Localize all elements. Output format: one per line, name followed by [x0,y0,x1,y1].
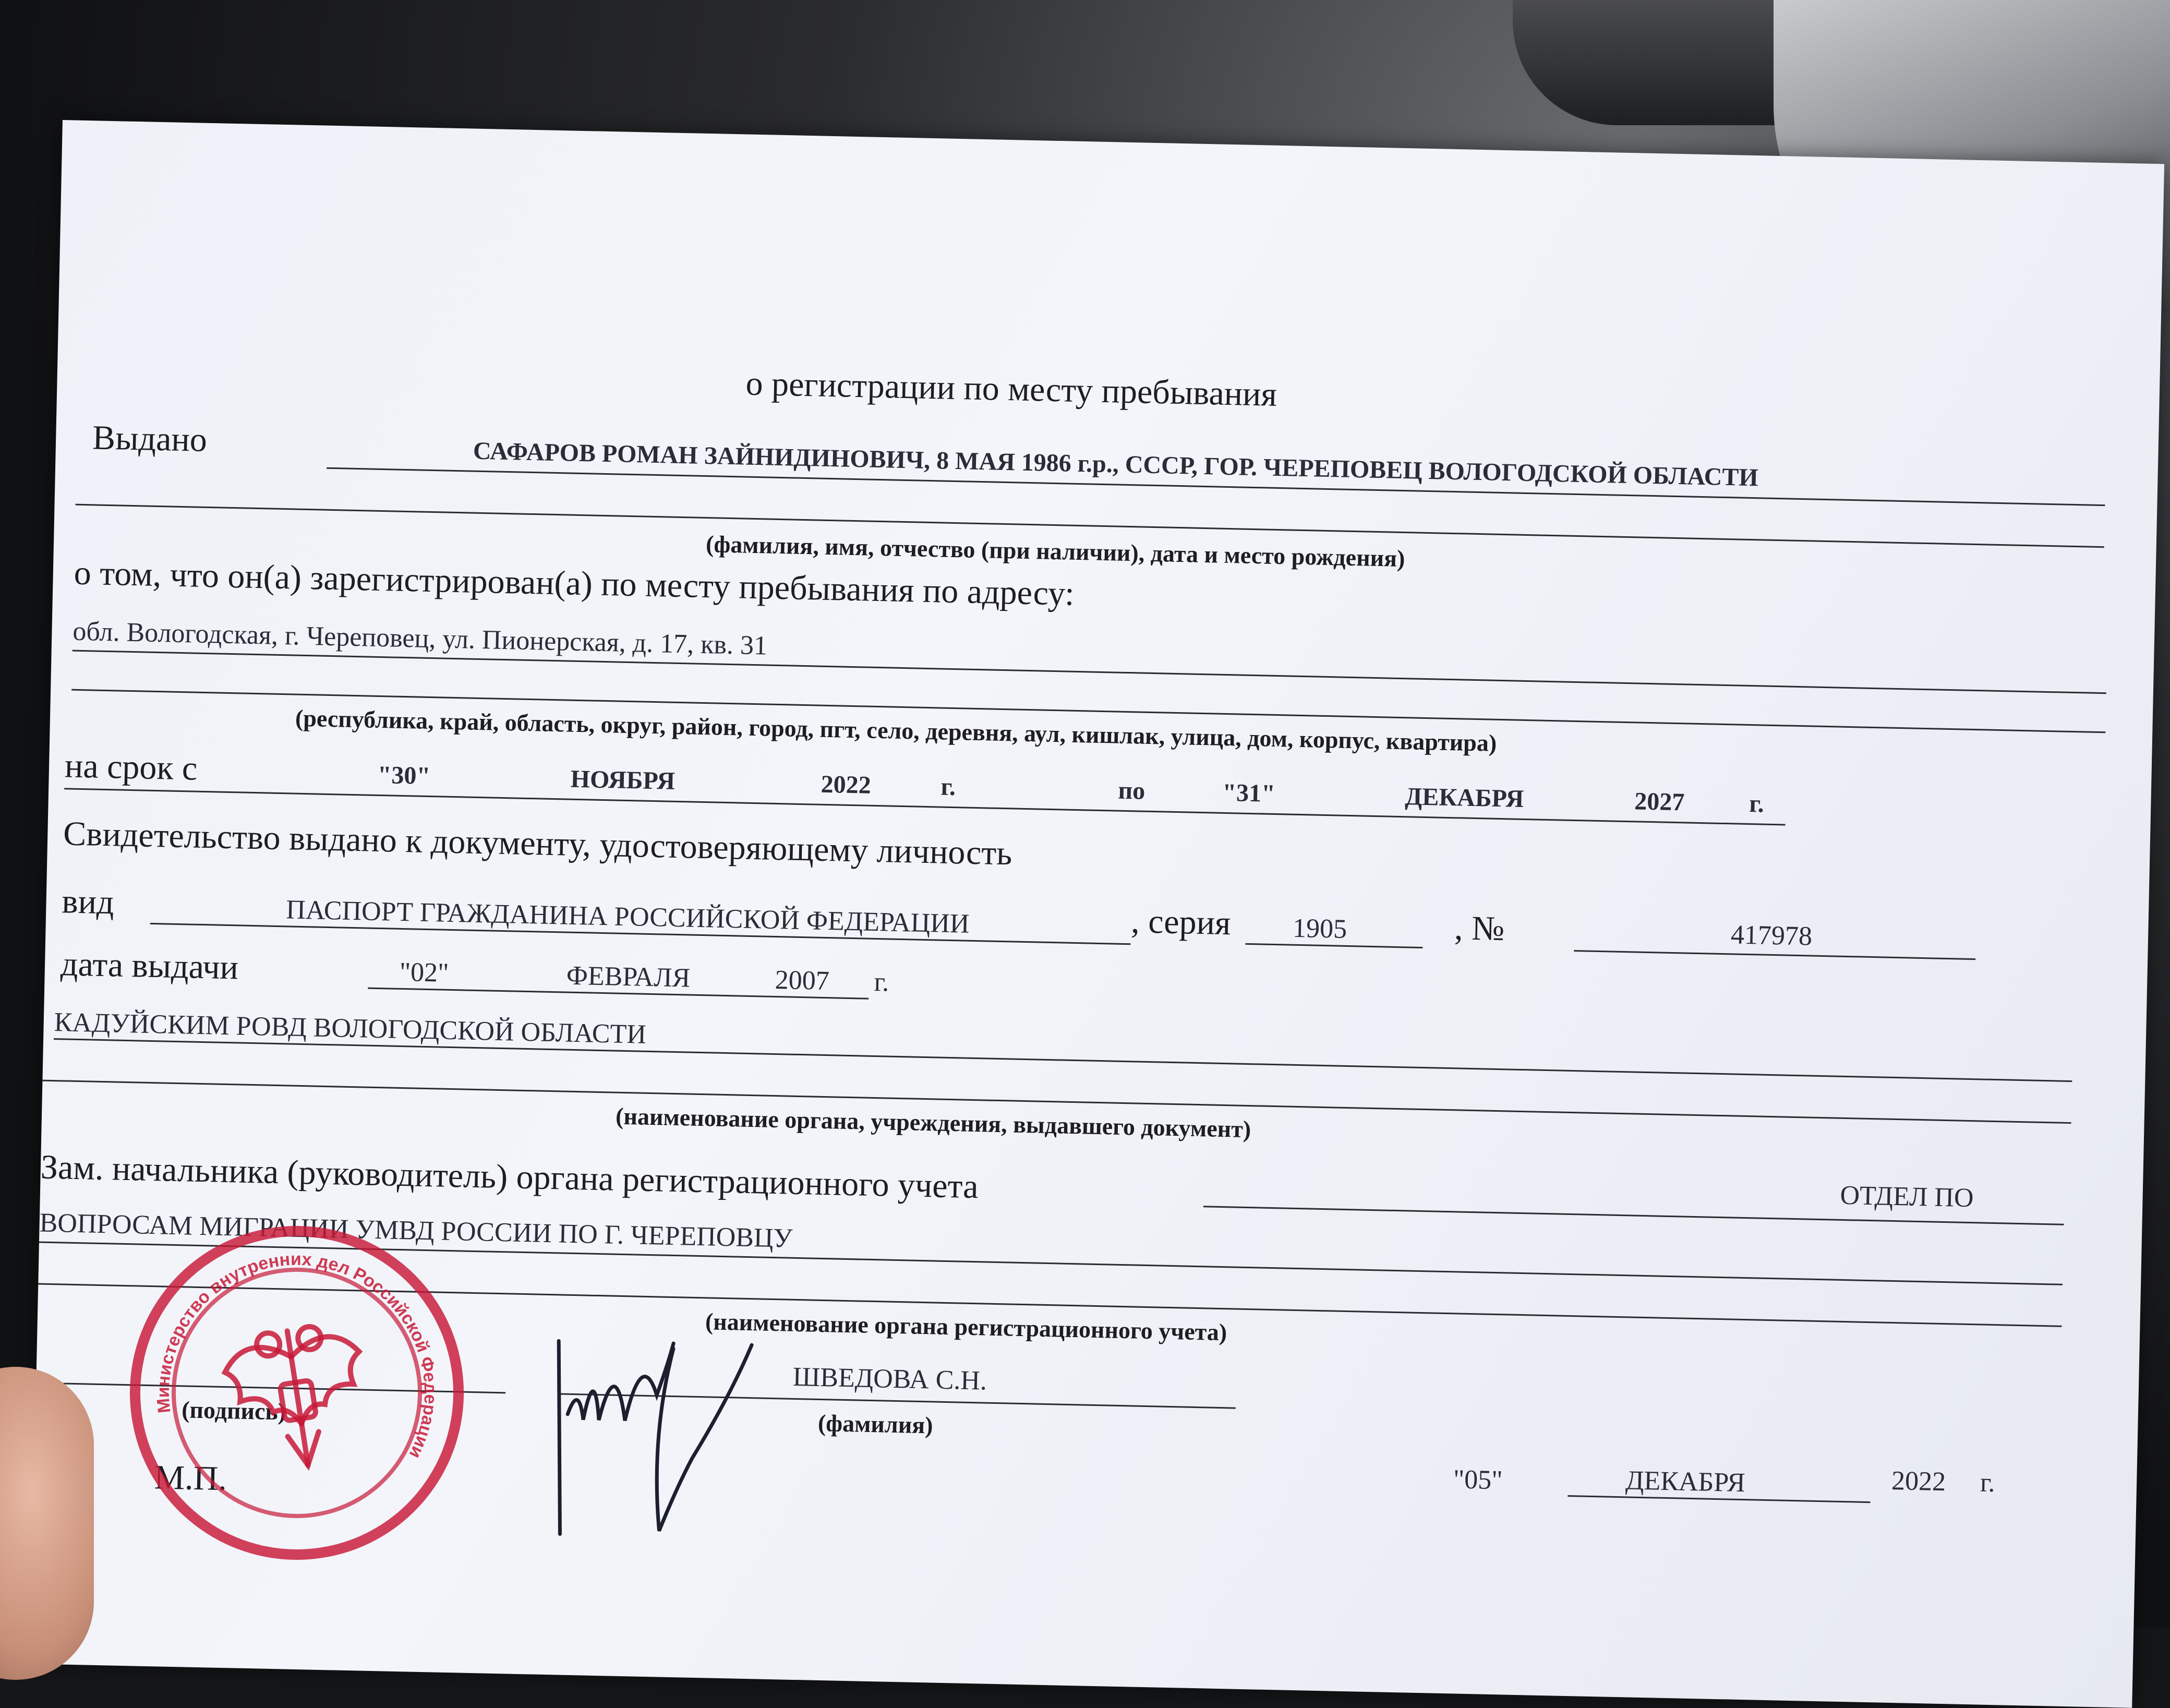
address-hint: (республика, край, область, округ, район, город, пгт, село, деревня, аул, кишлак, улица, дом, корпус, квартира) [295,704,1497,756]
term-from-year-suffix: г. [941,773,956,801]
series-label: , серия [1130,902,1232,943]
official-stamp [106,1202,487,1583]
certificate-heading: о регистрации по месту пребывания [745,364,1277,414]
seal-label: М.П. [153,1458,227,1498]
issuer-hint: (наименование органа, учреждения, выдавшего документ) [615,1102,1251,1143]
official-org-part1: ОТДЕЛ ПО [1839,1180,1974,1213]
term-from-month: НОЯБРЯ [570,765,676,795]
sign-date-day: "05" [1453,1464,1503,1496]
term-from-year: 2022 [821,770,872,799]
number-label: , № [1454,909,1505,948]
issued-to-label: Выдано [92,418,208,459]
stamp-artwork [118,1214,476,1572]
document-type-field: ПАСПОРТ ГРАЖДАНИНА РОССИЙСКОЙ ФЕДЕРАЦИИ [285,895,970,939]
term-to-year-suffix: г. [1749,790,1765,818]
official-org-hint: (наименование органа регистрационного учета) [705,1308,1227,1346]
term-to-day: "31" [1222,778,1276,808]
official-title: Зам. начальника (руководитель) органа регистрационного учета [40,1148,979,1206]
term-to-label: по [1117,776,1146,805]
holder-hint: (фамилия, имя, отчество (при наличии), дата и место рождения) [705,531,1405,572]
holder-field: САФАРОВ РОМАН ЗАЙНИДИНОВИЧ, 8 МАЯ 1986 г.р., СССР, ГОР. ЧЕРЕПОВЕЦ ВОЛОГОДСКОЙ ОБЛАСТИ [473,437,1759,492]
number-field: 417978 [1730,920,1813,952]
sign-date-year-suffix: г. [1980,1468,1996,1498]
eagle-emblem-icon [220,1319,375,1475]
address-underline [73,650,2106,694]
document-text: Свидетельство выдано к документу, удостоверяющему личность [63,814,1013,873]
thumb [0,1367,94,1680]
sign-date-year: 2022 [1891,1466,1946,1497]
signature-hint: (подпись) [181,1396,286,1425]
official-org-part2: ВОПРОСАМ МИГРАЦИИ УМВД РОССИИ ПО Г. ЧЕРЕПОВЦУ [39,1208,793,1254]
registered-text: о том, что он(а) зарегистрирован(а) по месту пребывания по адресу: [74,554,1075,613]
signature-scribble [544,1330,820,1555]
issue-date-label: дата выдачи [60,945,239,987]
address-field: обл. Вологодская, г. Череповец, ул. Пионерская, д. 17, кв. 31 [72,616,768,661]
stamp-text: Министерство внутренних дел Российской Федерации [153,1249,441,1462]
document-type-label: вид [61,882,115,922]
issue-year-suffix: г. [874,967,889,997]
term-to-year: 2027 [1634,787,1685,816]
number-underline [1574,950,1975,960]
surname-hint: (фамилия) [817,1409,934,1439]
issue-year-field: 2007 [775,965,830,996]
issue-month-field: ФЕВРАЛЯ [566,960,691,993]
term-to-month: ДЕКАБРЯ [1404,783,1524,813]
registration-certificate [30,120,2164,1708]
term-from-day: "30" [377,761,431,790]
official-surname: ШВЕДОВА С.Н. [792,1362,987,1396]
issuer-field: КАДУЙСКИМ РОВД ВОЛОГОДСКОЙ ОБЛАСТИ [54,1007,647,1050]
issue-day-field: "02" [399,957,449,988]
issuer-underline [54,1038,2072,1082]
sign-date-month: ДЕКАБРЯ [1625,1465,1746,1498]
term-from-label: на срок с [64,747,198,788]
series-field: 1905 [1292,913,1347,944]
